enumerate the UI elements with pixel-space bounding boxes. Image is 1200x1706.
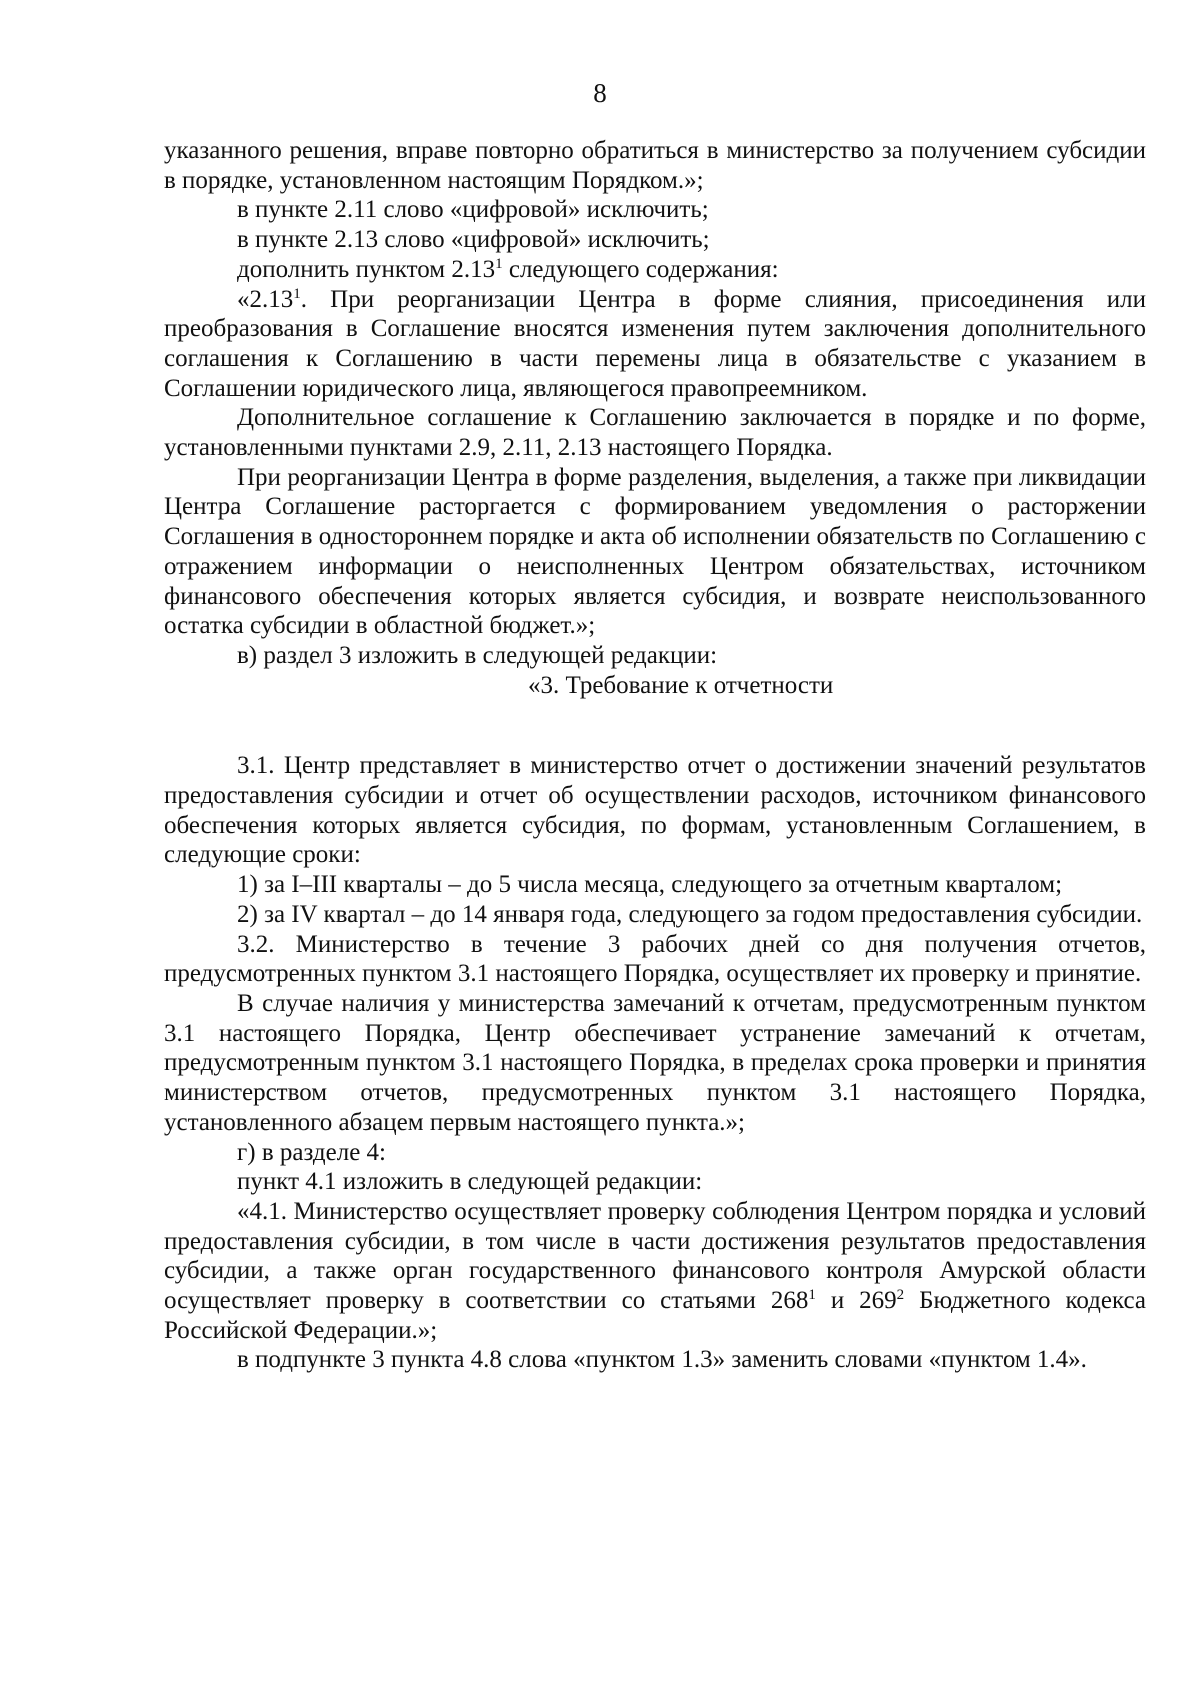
paragraph — [164, 403, 1146, 462]
paragraph — [164, 930, 1146, 989]
text-run: и 269 — [815, 1287, 897, 1315]
text-run: г) в разделе 4: — [237, 1138, 386, 1166]
page-number: 8 — [593, 78, 607, 108]
paragraph — [164, 136, 1146, 195]
section-heading — [164, 671, 1146, 701]
text-run: в пункте 2.13 слово «цифровой» исключить; — [237, 226, 710, 254]
text-run: 3.1. Центр представляет в министерство отчет о достижении значений результатов предоставления субсидии и отчет об осуществлении расходов, источником финансового обеспечения которых является субсидия, по формам, установленным Соглашением, в следующие сроки: — [164, 752, 1146, 869]
paragraph — [164, 900, 1146, 930]
paragraph — [164, 1167, 1146, 1197]
paragraph — [164, 285, 1146, 404]
text-run: в) раздел 3 изложить в следующей редакции: — [237, 641, 718, 669]
paragraph — [164, 870, 1146, 900]
text-run: 1) за I–III кварталы – до 5 числа месяца, следующего за отчетным кварталом; — [237, 871, 1063, 899]
text-run: следующего содержания: — [502, 255, 779, 283]
text-run: «2.13 — [237, 285, 294, 313]
paragraph — [164, 255, 1146, 285]
superscript: 1 — [808, 1287, 816, 1304]
superscript: 1 — [293, 285, 301, 302]
document-body — [164, 136, 1146, 1375]
text-run: Бюджетного кодекса Российской Федерации.»; — [164, 1287, 1146, 1344]
paragraph — [164, 989, 1146, 1138]
text-run: В случае наличия у министерства замечаний к отчетам, предусмотренным пунктом 3.1 настоящего Порядка, Центр обеспечивает устранение замечаний к отчетам, предусмотренным пунктом 3.1 настоящего Порядка, в пределах срока проверки и принятия министерством отчетов, предусмотренных пунктом 3.1 настоящего Порядка, установленного абзацем первым настоящего пункта.»; — [164, 989, 1146, 1136]
text-run: При реорганизации Центра в форме разделения, выделения, а также при ликвидации Центра Соглашение расторгается с формированием уведомления о расторжении Соглашения в одностороннем порядке и акта об исполнении обязательств по Соглашению с отражением информации о неисполненных Центром обязательствах, источником финансового обеспечения которых является субсидия, и возврате неиспользованного остатка субсидии в областной бюджет.»; — [164, 463, 1146, 640]
superscript: 1 — [495, 255, 503, 272]
text-run: . При реорганизации Центра в форме слияния, присоединения или преобразования в Соглашение вносятся изменения путем заключения дополнительного соглашения к Соглашению в части перемены лица в обязательстве с указанием в Соглашении юридического лица, являющегося правопреемником. — [164, 285, 1146, 402]
text-run: в подпункте 3 пункта 4.8 слова «пунктом 1.3» заменить словами «пунктом 1.4». — [237, 1346, 1087, 1374]
paragraph — [164, 195, 1146, 225]
text-run: Дополнительное соглашение к Соглашению заключается в порядке и по форме, установленными пунктами 2.9, 2.11, 2.13 настоящего Порядка. — [164, 404, 1146, 462]
text-run: пункт 4.1 изложить в следующей редакции: — [237, 1168, 703, 1196]
paragraph — [164, 1345, 1146, 1375]
paragraph — [164, 1197, 1146, 1346]
text-run: дополнить пунктом 2.13 — [237, 255, 496, 283]
text-run: 2) за IV квартал – до 14 января года, следующего за годом предоставления субсидии. — [237, 900, 1143, 928]
paragraph — [164, 1138, 1146, 1168]
paragraph — [164, 751, 1146, 870]
text-run: указанного решения, вправе повторно обратиться в министерство за получением субсидии в порядке, установленном настоящим Порядком.»; — [164, 137, 1146, 194]
text-run: в пункте 2.11 слово «цифровой» исключить; — [237, 196, 709, 224]
text-run: «3. Требование к отчетности — [528, 671, 834, 699]
paragraph — [164, 463, 1146, 641]
text-run: 3.2. Министерство в течение 3 рабочих дней со дня получения отчетов, предусмотренных пунктом 3.1 настоящего Порядка, осуществляет их проверку и принятие. — [164, 930, 1146, 988]
paragraph — [164, 641, 1146, 671]
superscript: 2 — [896, 1287, 905, 1304]
text-run: «4.1. Министерство осуществляет проверку соблюдения Центром порядка и условий предоставления субсидии, в том числе в части достижения результатов предоставления субсидии, а также орган государственного финансового контроля Амурской области осуществляет проверку в соответствии со статьями 268 — [164, 1197, 1146, 1315]
paragraph — [164, 225, 1146, 255]
